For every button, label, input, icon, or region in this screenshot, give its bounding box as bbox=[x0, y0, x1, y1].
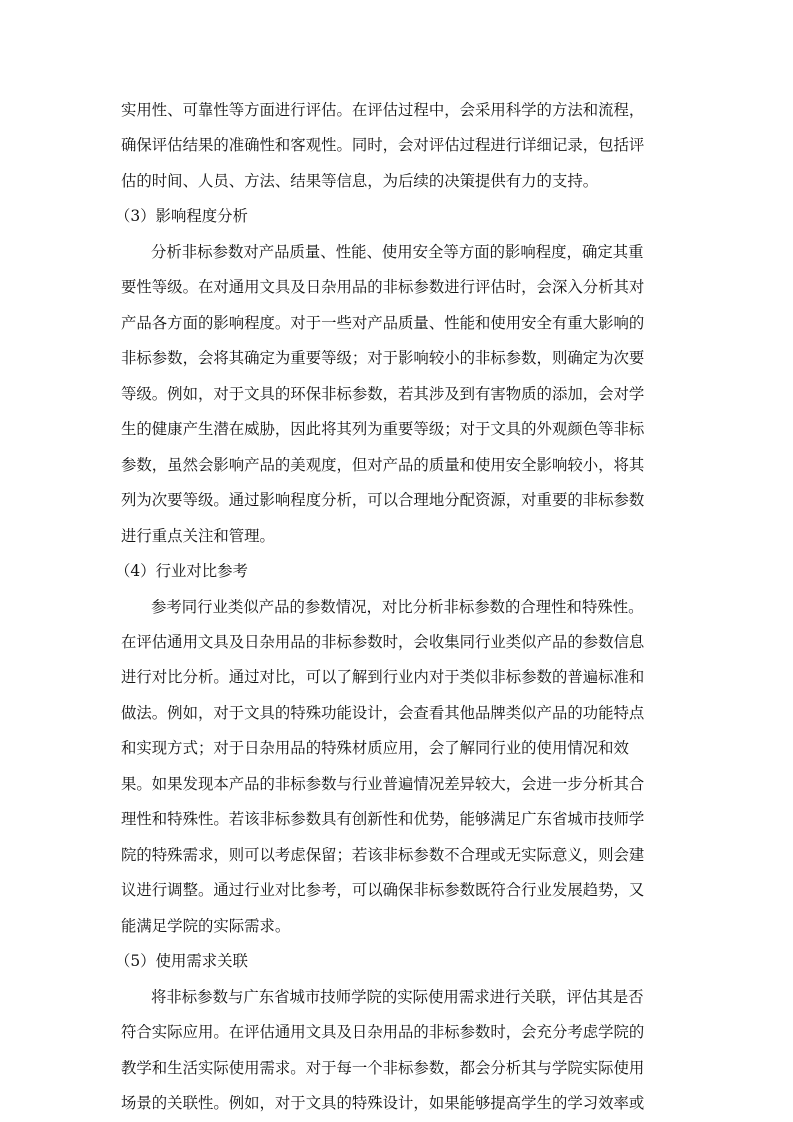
paragraph-line: 进行重点关注和管理。 bbox=[121, 526, 275, 545]
paragraph-line: 等级。例如，对于文具的环保非标参数，若其涉及到有害物质的添加，会对学 bbox=[121, 384, 645, 403]
paragraph-line: 实用性、可靠性等方面进行评估。在评估过程中，会采用科学的方法和流程， bbox=[121, 101, 645, 119]
section-heading-usage-needs: （5）使用需求关联 bbox=[115, 952, 248, 971]
section-heading-industry-comparison: （4）行业对比参考 bbox=[115, 562, 248, 581]
paragraph-line: 生的健康产生潜在威胁，因此将其列为重要等级；对于文具的外观颜色等非标 bbox=[121, 420, 645, 439]
paragraph-line: 将非标参数与广东省城市技师学院的实际使用需求进行关联，评估其是否 bbox=[151, 987, 644, 1006]
paragraph-line: 列为次要等级。通过影响程度分析，可以合理地分配资源，对重要的非标参数 bbox=[121, 491, 645, 510]
paragraph-line: 参数，虽然会影响产品的美观度，但对产品的质量和使用安全影响较小，将其 bbox=[121, 455, 645, 474]
paragraph-line: 能满足学院的实际需求。 bbox=[121, 916, 291, 935]
paragraph-line: 场景的关联性。例如，对于文具的特殊设计，如果能够提高学生的学习效率或 bbox=[121, 1094, 645, 1112]
paragraph-line: 果。如果发现本产品的非标参数与行业普遍情况差异较大，会进一步分析其合 bbox=[121, 774, 645, 793]
paragraph-line: 非标参数，会将其确定为重要等级；对于影响较小的非标参数，则确定为次要 bbox=[121, 349, 645, 368]
paragraph-line: 要性等级。在对通用文具及日杂用品的非标参数进行评估时，会深入分析其对 bbox=[121, 278, 645, 297]
paragraph-line: 进行对比分析。通过对比，可以了解到行业内对于类似非标参数的普遍标准和 bbox=[121, 668, 645, 687]
paragraph-line: 符合实际应用。在评估通用文具及日杂用品的非标参数时，会充分考虑学院的 bbox=[121, 1023, 645, 1042]
paragraph-line: 确保评估结果的准确性和客观性。同时，会对评估过程进行详细记录，包括评 bbox=[121, 136, 645, 155]
paragraph-line: 教学和生活实际使用需求。对于每一个非标参数，都会分析其与学院实际使用 bbox=[121, 1058, 645, 1077]
paragraph-line: 估的时间、人员、方法、结果等信息，为后续的决策提供有力的支持。 bbox=[121, 171, 599, 190]
paragraph-line: 产品各方面的影响程度。对于一些对产品质量、性能和使用安全有重大影响的 bbox=[121, 313, 645, 332]
paragraph-line: 参考同行业类似产品的参数情况，对比分析非标参数的合理性和特殊性。 bbox=[151, 597, 644, 616]
section-heading-impact-analysis: （3）影响程度分析 bbox=[115, 207, 248, 226]
paragraph-line: 院的特殊需求，则可以考虑保留；若该非标参数不合理或无实际意义，则会建 bbox=[121, 845, 645, 864]
paragraph-line: 和实现方式；对于日杂用品的特殊材质应用，会了解同行业的使用情况和效 bbox=[121, 739, 629, 758]
paragraph-line: 在评估通用文具及日杂用品的非标参数时，会收集同行业类似产品的参数信息 bbox=[121, 632, 645, 651]
paragraph-line: 理性和特殊性。若该非标参数具有创新性和优势，能够满足广东省城市技师学 bbox=[121, 810, 645, 829]
paragraph-line: 做法。例如，对于文具的特殊功能设计，会查看其他品牌类似产品的功能特点 bbox=[121, 703, 645, 722]
paragraph-line: 议进行调整。通过行业对比参考，可以确保非标参数既符合行业发展趋势，又 bbox=[121, 881, 645, 900]
paragraph-line: 分析非标参数对产品质量、性能、使用安全等方面的影响程度，确定其重 bbox=[151, 242, 644, 261]
